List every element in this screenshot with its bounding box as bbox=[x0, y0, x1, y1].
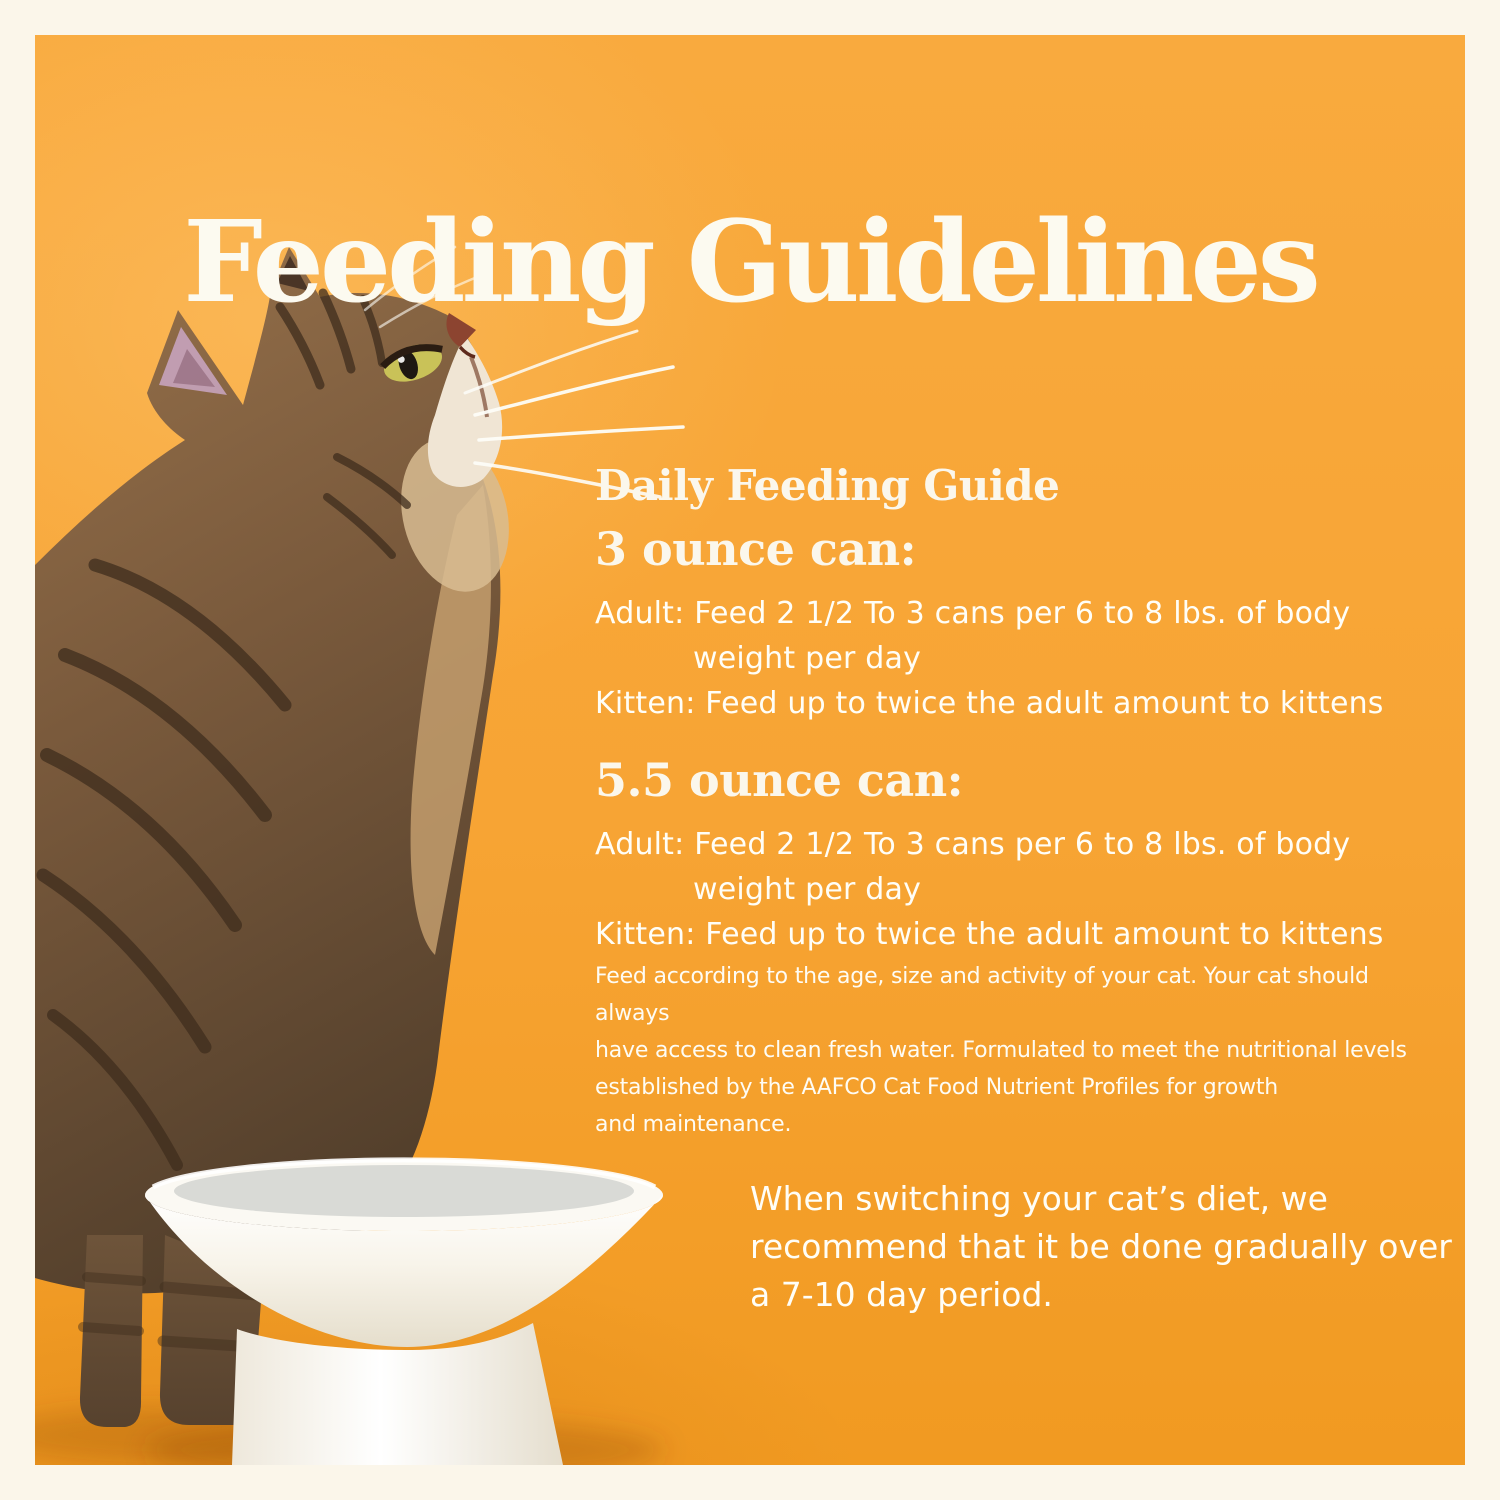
kitten-feeding-line: Kitten: Feed up to twice the adult amount to kittens bbox=[595, 917, 1384, 952]
can-size-heading: 3 ounce can: bbox=[595, 522, 917, 576]
aafco-disclaimer bbox=[595, 958, 1445, 1143]
switching-note-line: recommend that it be done gradually over bbox=[750, 1227, 1452, 1266]
switching-note-line: When switching your cat’s diet, we bbox=[750, 1179, 1328, 1218]
can-size-heading: 5.5 ounce can: bbox=[595, 753, 964, 807]
daily-feeding-guide-heading: Daily Feeding Guide bbox=[595, 461, 1060, 510]
kitten-feeding-line: Kitten: Feed up to twice the adult amount to kittens bbox=[595, 686, 1384, 721]
disclaimer-line: and maintenance. bbox=[595, 1112, 792, 1137]
adult-feeding-line-continued: weight per day bbox=[693, 872, 922, 907]
adult-feeding-line-continued: weight per day bbox=[693, 641, 922, 676]
adult-feeding-line: Adult: Feed 2 1/2 To 3 cans per 6 to 8 lbs. of body bbox=[595, 596, 1351, 631]
feeding-section-5-5oz bbox=[595, 753, 1435, 957]
disclaimer-line: established by the AAFCO Cat Food Nutrient Profiles for growth bbox=[595, 1075, 1279, 1100]
adult-feeding-line: Adult: Feed 2 1/2 To 3 cans per 6 to 8 lbs. of body bbox=[595, 827, 1351, 862]
diet-switching-note bbox=[750, 1175, 1470, 1319]
orange-panel bbox=[35, 35, 1465, 1465]
feeding-section-3oz bbox=[595, 522, 1435, 726]
disclaimer-line: Feed according to the age, size and activity of your cat. Your cat should always bbox=[595, 964, 1369, 1026]
switching-note-line: a 7-10 day period. bbox=[750, 1275, 1053, 1314]
page-title: Feeding Guidelines bbox=[183, 197, 1317, 329]
disclaimer-line: have access to clean fresh water. Formulated to meet the nutritional levels bbox=[595, 1038, 1407, 1063]
